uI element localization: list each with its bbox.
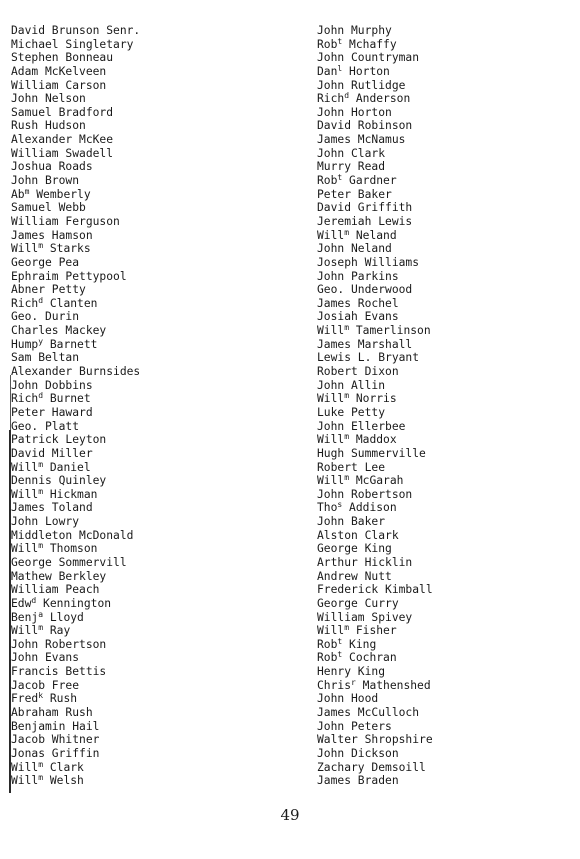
name-text: John Neland — [317, 242, 392, 256]
name-entry — [317, 706, 433, 720]
name-entry — [11, 242, 140, 256]
name-entry — [11, 461, 140, 475]
name-text: Will — [11, 760, 39, 774]
name-text: Francis Bettis — [11, 665, 107, 679]
name-text: Clanten — [43, 296, 98, 310]
name-text: Fisher — [349, 624, 397, 638]
name-entry — [11, 447, 140, 461]
name-text: Wemberly — [29, 187, 91, 201]
name-entry — [317, 406, 433, 420]
name-entry — [11, 160, 140, 174]
name-entry — [11, 679, 140, 693]
name-text: William Carson — [11, 78, 107, 92]
name-entry — [317, 638, 433, 652]
name-entry — [11, 38, 140, 52]
name-entry — [11, 761, 140, 775]
name-entry — [317, 474, 433, 488]
name-entry — [317, 679, 433, 693]
name-text: James Hamson — [11, 228, 93, 242]
name-text: Alexander Burnsides — [11, 365, 141, 379]
name-entry — [317, 515, 433, 529]
name-text: Will — [11, 542, 39, 556]
name-text: Joseph Williams — [317, 255, 420, 269]
name-text: John Baker — [317, 515, 386, 529]
name-text: Benj — [11, 610, 39, 624]
name-entry — [11, 733, 140, 747]
abbreviation-superscript: m — [38, 241, 44, 251]
name-text: Rush Hudson — [11, 119, 86, 133]
name-entry — [11, 570, 140, 584]
name-text: Rush — [43, 692, 78, 706]
name-text: Frederick Kimball — [317, 583, 433, 597]
name-text: Tho — [317, 501, 338, 515]
name-text: Tamerlinson — [349, 324, 431, 338]
name-text: Will — [11, 242, 39, 256]
name-text: Addison — [342, 501, 397, 515]
name-text: Starks — [43, 242, 91, 256]
name-entry — [317, 570, 433, 584]
name-entry — [317, 733, 433, 747]
names-list-right-column — [317, 24, 433, 788]
name-text: John Robertson — [11, 637, 107, 651]
name-text: Adam McKelveen — [11, 64, 107, 78]
name-entry — [317, 611, 433, 625]
name-entry — [11, 651, 140, 665]
name-text: Rob — [317, 651, 338, 665]
name-text: Joshua Roads — [11, 160, 93, 174]
abbreviation-superscript: t — [337, 36, 343, 46]
name-entry — [11, 310, 140, 324]
name-entry — [317, 38, 433, 52]
name-entry — [11, 747, 140, 761]
name-text: John Dickson — [317, 746, 399, 760]
name-text: Hickman — [43, 487, 98, 501]
abbreviation-superscript: a — [38, 609, 44, 619]
name-text: David Robinson — [317, 119, 413, 133]
name-entry — [11, 542, 140, 556]
name-text: Peter Haward — [11, 405, 93, 419]
abbreviation-superscript: m — [344, 432, 350, 442]
name-entry — [11, 65, 140, 79]
name-entry — [317, 65, 433, 79]
name-text: Sam Beltan — [11, 351, 80, 365]
name-entry — [317, 529, 433, 543]
name-text: Abraham Rush — [11, 706, 93, 720]
abbreviation-superscript: d — [344, 91, 350, 101]
name-entry — [317, 133, 433, 147]
name-entry — [317, 256, 433, 270]
name-text: Michael Singletary — [11, 37, 134, 51]
name-text: John Robertson — [317, 487, 413, 501]
name-entry — [11, 338, 140, 352]
name-entry — [317, 51, 433, 65]
name-text: Geo. Durin — [11, 310, 80, 324]
name-text: James Marshall — [317, 337, 413, 351]
name-text: Fred — [11, 692, 39, 706]
abbreviation-superscript: m — [38, 623, 44, 633]
name-entry — [317, 365, 433, 379]
name-text: John Dobbins — [11, 378, 93, 392]
name-text: John Horton — [317, 105, 392, 119]
name-entry — [317, 379, 433, 393]
name-text: John Brown — [11, 174, 80, 188]
name-entry — [317, 774, 433, 788]
name-entry — [11, 611, 140, 625]
name-entry — [317, 624, 433, 638]
abbreviation-superscript: m — [344, 473, 350, 483]
name-entry — [11, 529, 140, 543]
name-entry — [11, 488, 140, 502]
name-text: Stephen Bonneau — [11, 51, 114, 65]
name-text: Edw — [11, 596, 32, 610]
name-text: John Peters — [317, 719, 392, 733]
name-text: Jeremiah Lewis — [317, 214, 413, 228]
name-text: Hump — [11, 337, 39, 351]
name-entry — [317, 215, 433, 229]
name-entry — [11, 583, 140, 597]
name-text: Barnett — [43, 337, 98, 351]
name-entry — [11, 624, 140, 638]
name-entry — [317, 461, 433, 475]
abbreviation-superscript: t — [337, 173, 343, 183]
name-text: Will — [11, 487, 39, 501]
name-entry — [317, 106, 433, 120]
name-entry — [11, 174, 140, 188]
abbreviation-superscript: m — [344, 323, 350, 333]
name-text: John Hood — [317, 692, 379, 706]
name-text: Robert Lee — [317, 460, 386, 474]
name-entry — [317, 270, 433, 284]
name-entry — [317, 420, 433, 434]
name-text: Henry King — [317, 665, 386, 679]
name-text: James McNamus — [317, 133, 406, 147]
name-text: Alexander McKee — [11, 133, 114, 147]
name-text: Mchaffy — [342, 37, 397, 51]
name-text: William Peach — [11, 583, 100, 597]
name-text: Gardner — [342, 174, 397, 188]
name-text: Rich — [317, 92, 345, 106]
name-text: Zachary Demsoill — [317, 760, 426, 774]
name-text: William Swadell — [11, 146, 114, 160]
name-text: Ephraim Pettypool — [11, 269, 127, 283]
name-text: Samuel Webb — [11, 201, 86, 215]
name-text: Daniel — [43, 460, 91, 474]
name-entry — [317, 488, 433, 502]
name-text: Josiah Evans — [317, 310, 399, 324]
name-text: Abner Petty — [11, 283, 86, 297]
name-entry — [11, 201, 140, 215]
name-text: Walter Shropshire — [317, 733, 433, 747]
name-text: David Miller — [11, 446, 93, 460]
name-text: Murry Read — [317, 160, 386, 174]
name-entry — [11, 229, 140, 243]
name-text: Neland — [349, 228, 397, 242]
name-entry — [11, 774, 140, 788]
name-text: Andrew Nutt — [317, 569, 392, 583]
name-entry — [317, 338, 433, 352]
name-entry — [11, 556, 140, 570]
name-entry — [11, 133, 140, 147]
name-entry — [11, 392, 140, 406]
name-text: William Spivey — [317, 610, 413, 624]
abbreviation-superscript: m — [24, 186, 30, 196]
abbreviation-superscript: t — [337, 636, 343, 646]
name-text: John Murphy — [317, 24, 392, 37]
abbreviation-superscript: l — [337, 63, 343, 73]
name-entry — [11, 215, 140, 229]
name-text: Chris — [317, 678, 352, 692]
name-entry — [11, 692, 140, 706]
name-text: John Parkins — [317, 269, 399, 283]
name-text: Patrick Leyton — [11, 433, 107, 447]
abbreviation-superscript: m — [344, 623, 350, 633]
name-entry — [11, 79, 140, 93]
name-entry — [11, 51, 140, 65]
name-text: Will — [317, 624, 345, 638]
name-entry — [11, 597, 140, 611]
name-text: Jacob Whitner — [11, 733, 100, 747]
name-entry — [11, 365, 140, 379]
name-entry — [11, 324, 140, 338]
name-entry — [317, 174, 433, 188]
name-entry — [317, 201, 433, 215]
name-entry — [317, 160, 433, 174]
name-text: Lewis L. Bryant — [317, 351, 420, 365]
abbreviation-superscript: m — [344, 227, 350, 237]
name-entry — [11, 119, 140, 133]
name-text: Anderson — [349, 92, 411, 106]
name-entry — [11, 515, 140, 529]
name-entry — [317, 24, 433, 38]
name-entry — [11, 147, 140, 161]
name-text: John Evans — [11, 651, 80, 665]
abbreviation-superscript: s — [337, 500, 343, 510]
name-text: Will — [11, 774, 39, 788]
name-entry — [317, 351, 433, 365]
name-entry — [11, 501, 140, 515]
name-entry — [317, 501, 433, 515]
name-entry — [317, 147, 433, 161]
abbreviation-superscript: m — [38, 759, 44, 769]
name-text: Will — [317, 392, 345, 406]
name-text: David Brunson Senr. — [11, 24, 141, 37]
name-entry — [11, 379, 140, 393]
abbreviation-superscript: y — [38, 336, 44, 346]
name-text: Luke Petty — [317, 405, 386, 419]
name-text: John Ellerbee — [317, 419, 406, 433]
name-text: Ray — [43, 624, 71, 638]
name-text: Will — [317, 474, 345, 488]
name-text: Geo. Platt — [11, 419, 80, 433]
name-entry — [317, 447, 433, 461]
name-text: Lloyd — [43, 610, 84, 624]
name-entry — [317, 747, 433, 761]
name-entry — [11, 256, 140, 270]
names-list-left-column — [11, 24, 140, 788]
name-text: Jonas Griffin — [11, 746, 100, 760]
name-text: Burnet — [43, 392, 91, 406]
name-entry — [317, 79, 433, 93]
name-entry — [11, 474, 140, 488]
name-text: Hugh Summerville — [317, 446, 426, 460]
name-entry — [11, 706, 140, 720]
name-entry — [11, 720, 140, 734]
name-entry — [11, 433, 140, 447]
name-entry — [317, 297, 433, 311]
name-text: Middleton McDonald — [11, 528, 134, 542]
name-text: James Toland — [11, 501, 93, 515]
name-entry — [11, 406, 140, 420]
name-text: Norris — [349, 392, 397, 406]
name-text: Rob — [317, 174, 338, 188]
name-text: Will — [11, 624, 39, 638]
name-entry — [317, 310, 433, 324]
name-entry — [317, 324, 433, 338]
page-number: 49 — [280, 806, 300, 824]
name-text: George Pea — [11, 255, 80, 269]
name-text: Benjamin Hail — [11, 719, 100, 733]
abbreviation-superscript: m — [38, 459, 44, 469]
name-entry — [11, 24, 140, 38]
name-entry — [317, 242, 433, 256]
name-entry — [317, 761, 433, 775]
name-text: Will — [317, 324, 345, 338]
name-text: George King — [317, 542, 392, 556]
name-entry — [317, 119, 433, 133]
abbreviation-superscript: m — [38, 541, 44, 551]
name-text: Will — [11, 460, 39, 474]
name-entry — [317, 651, 433, 665]
name-text: Ab — [11, 187, 25, 201]
name-text: Kennington — [36, 596, 112, 610]
name-text: Charles Mackey — [11, 324, 107, 338]
name-entry — [317, 556, 433, 570]
abbreviation-superscript: m — [344, 391, 350, 401]
name-text: Mathenshed — [355, 678, 431, 692]
name-text: Alston Clark — [317, 528, 399, 542]
name-text: Samuel Bradford — [11, 105, 114, 119]
name-text: Peter Baker — [317, 187, 392, 201]
name-entry — [317, 692, 433, 706]
name-text: John Lowry — [11, 515, 80, 529]
name-entry — [317, 92, 433, 106]
name-text: David Griffith — [317, 201, 413, 215]
name-text: James Braden — [317, 774, 399, 788]
name-text: McGarah — [349, 474, 404, 488]
name-text: Horton — [342, 64, 390, 78]
name-text: James McCulloch — [317, 706, 420, 720]
name-text: Rich — [11, 296, 39, 310]
name-text: George Sommervill — [11, 555, 127, 569]
name-entry — [11, 188, 140, 202]
abbreviation-superscript: d — [38, 391, 44, 401]
name-entry — [11, 665, 140, 679]
name-text: Dennis Quinley — [11, 474, 107, 488]
name-entry — [317, 283, 433, 297]
abbreviation-superscript: m — [38, 773, 44, 783]
name-text: John Allin — [317, 378, 386, 392]
name-text: Rob — [317, 637, 338, 651]
abbreviation-superscript: m — [38, 486, 44, 496]
name-entry — [317, 542, 433, 556]
name-entry — [11, 270, 140, 284]
abbreviation-superscript: d — [31, 595, 37, 605]
name-text: Geo. Underwood — [317, 283, 413, 297]
name-text: William Ferguson — [11, 214, 120, 228]
name-entry — [317, 720, 433, 734]
name-text: George Curry — [317, 596, 399, 610]
name-entry — [317, 665, 433, 679]
name-text: John Nelson — [11, 92, 86, 106]
abbreviation-superscript: k — [38, 691, 44, 701]
name-entry — [11, 92, 140, 106]
abbreviation-superscript: t — [337, 650, 343, 660]
name-entry — [11, 420, 140, 434]
name-entry — [317, 583, 433, 597]
name-entry — [317, 597, 433, 611]
name-text: Rob — [317, 37, 338, 51]
name-text: Will — [317, 433, 345, 447]
abbreviation-superscript: r — [351, 677, 356, 687]
name-text: Cochran — [342, 651, 397, 665]
name-text: John Countryman — [317, 51, 420, 65]
name-text: Will — [317, 228, 345, 242]
name-text: Arthur Hicklin — [317, 555, 413, 569]
name-text: Robert Dixon — [317, 365, 399, 379]
name-text: Maddox — [349, 433, 397, 447]
name-entry — [11, 638, 140, 652]
name-text: Dan — [317, 64, 338, 78]
name-entry — [317, 229, 433, 243]
name-text: John Clark — [317, 146, 386, 160]
name-text: Rich — [11, 392, 39, 406]
name-text: Clark — [43, 760, 84, 774]
name-entry — [317, 392, 433, 406]
name-text: Thomson — [43, 542, 98, 556]
name-entry — [11, 283, 140, 297]
name-entry — [317, 188, 433, 202]
name-text: King — [342, 637, 377, 651]
name-entry — [317, 433, 433, 447]
abbreviation-superscript: d — [38, 295, 44, 305]
name-text: John Rutlidge — [317, 78, 406, 92]
name-text: Mathew Berkley — [11, 569, 107, 583]
name-text: Welsh — [43, 774, 84, 788]
name-entry — [11, 297, 140, 311]
name-entry — [11, 351, 140, 365]
name-entry — [11, 106, 140, 120]
name-text: James Rochel — [317, 296, 399, 310]
name-text: Jacob Free — [11, 678, 80, 692]
